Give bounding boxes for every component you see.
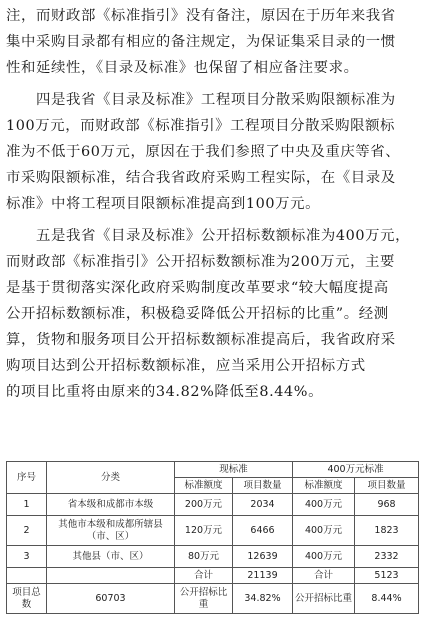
header-count: 项目数量 xyxy=(355,478,419,494)
header-count: 项目数量 xyxy=(233,478,293,494)
text-line: 集中采购目录都有相应的备注规定，为保证集采目录的一惯 xyxy=(6,34,396,50)
cell-cur-total: 21139 xyxy=(233,568,293,584)
text-line: 购项目达到公开招标数额标准，应当采用公开招标方式 xyxy=(6,358,366,374)
table-row xyxy=(7,546,419,568)
cell-cur-count: 2034 xyxy=(233,494,293,516)
cell-ratio-label: 公开招标比重 xyxy=(175,584,233,614)
cell-subtotal-label: 合计 xyxy=(293,568,355,584)
cell-total-label: 项目总数 xyxy=(7,584,47,614)
cell-new-threshold: 400万元 xyxy=(293,494,355,516)
text-line: 注，而财政部《标准指引》没有备注，原因在于历年来我省 xyxy=(6,8,396,24)
cell-total-value: 60703 xyxy=(47,584,175,614)
text-line: 准为不低于60万元，原因在于我们参照了中央及重庆等省、 xyxy=(6,144,401,160)
header-new-standard: 400万元标准 xyxy=(293,462,419,478)
cell-subtotal-label: 合计 xyxy=(175,568,233,584)
table-row xyxy=(7,494,419,516)
text-line: 100万元，而财政部《标准指引》工程项目分散采购限额标 xyxy=(6,118,396,134)
cell-seq: 2 xyxy=(7,516,47,546)
cell-category: 其他县（市、区） xyxy=(47,546,175,568)
header-threshold: 标准额度 xyxy=(175,478,233,494)
cell-cur-count: 6466 xyxy=(233,516,293,546)
cell-cur-count: 12639 xyxy=(233,546,293,568)
cell-cur-threshold: 200万元 xyxy=(175,494,233,516)
text-line: 公开招标数额标准，积极稳妥降低公开招标的比重”。经测 xyxy=(6,306,389,322)
header-threshold: 标准额度 xyxy=(293,478,355,494)
total-row xyxy=(7,584,419,614)
text-line: 市采购限额标准，结合我省政府采购工程实际，在《目录及 xyxy=(6,170,396,186)
cell-new-threshold: 400万元 xyxy=(293,546,355,568)
text-line: 性和延续性，《目录及标准》也保留了相应备注要求。 xyxy=(6,60,359,76)
cell-cur-threshold: 80万元 xyxy=(175,546,233,568)
cell-category: 省本级和成都市本级 xyxy=(47,494,175,516)
text-line: 标准》中将工程项目限额标准提高到100万元。 xyxy=(6,196,321,212)
subtotal-row xyxy=(7,568,419,584)
text-line: 算，货物和服务项目公开招标数额标准提高后，我省政府采 xyxy=(6,332,396,348)
text-line: 的项目比重将由原来的34.82%降低至8.44%。 xyxy=(6,384,324,400)
text-line: 五是我省《目录及标准》公开招标数额标准为400万元， xyxy=(36,228,411,244)
cell-category: 其他市本级和成都所辖县（市、区） xyxy=(47,516,175,546)
text-line: 而财政部《标准指引》公开招标数额标准为200万元，主要 xyxy=(6,254,396,270)
cell-new-ratio: 8.44% xyxy=(355,584,419,614)
cell-cur-threshold: 120万元 xyxy=(175,516,233,546)
cell-new-count: 1823 xyxy=(355,516,419,546)
cell-cur-ratio: 34.82% xyxy=(233,584,293,614)
paragraph-2 xyxy=(6,87,417,217)
cell-new-total: 5123 xyxy=(355,568,419,584)
paragraph-1 xyxy=(6,3,417,81)
text-line: 是基于贯彻落实深化政府采购制度改革要求“较大幅度提高 xyxy=(6,280,389,296)
procurement-table xyxy=(6,461,419,614)
table-row xyxy=(7,516,419,546)
cell-new-count: 2332 xyxy=(355,546,419,568)
header-current-standard: 现标准 xyxy=(175,462,293,478)
header-category: 分类 xyxy=(47,462,175,494)
cell-ratio-label: 公开招标比重 xyxy=(293,584,355,614)
header-seq: 序号 xyxy=(7,462,47,494)
paragraph-3 xyxy=(6,223,417,405)
cell-new-threshold: 400万元 xyxy=(293,516,355,546)
cell-new-count: 968 xyxy=(355,494,419,516)
text-line: 四是我省《目录及标准》工程项目分散采购限额标准为 xyxy=(36,92,396,108)
cell-seq: 1 xyxy=(7,494,47,516)
cell-seq: 3 xyxy=(7,546,47,568)
